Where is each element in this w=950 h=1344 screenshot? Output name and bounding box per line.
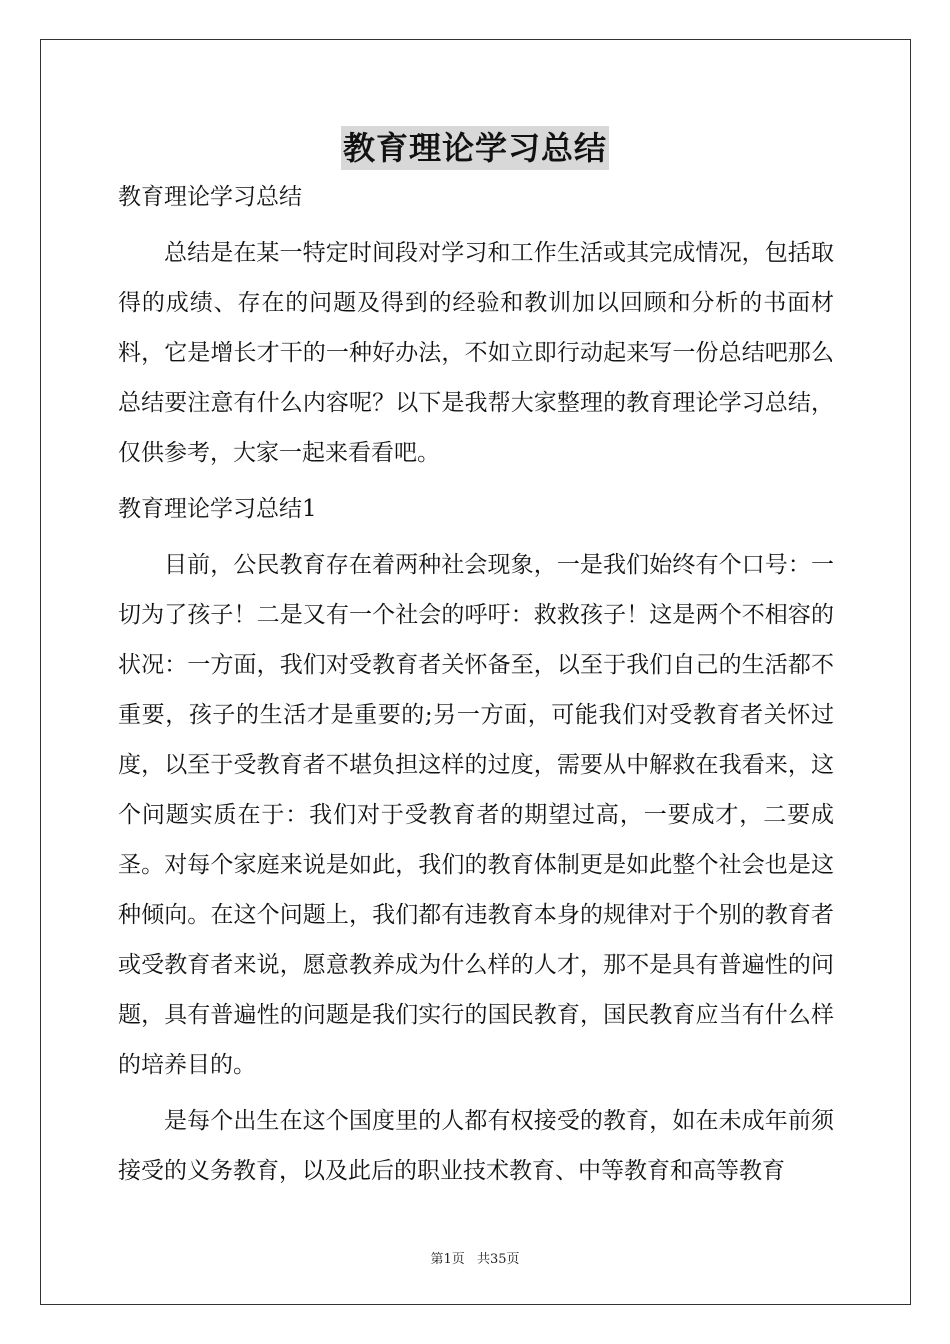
section-heading: 教育理论学习总结1 <box>118 496 317 522</box>
body-paragraph-2: 是每个出生在这个国度里的人都有权接受的教育，如在未成年前须接受的义务教育，以及此后的职业技术教育、中等教育和高等教育 <box>118 1108 834 1184</box>
document-body <box>118 172 834 1196</box>
page-number: 第1页 <box>430 1252 465 1267</box>
page-footer <box>0 1248 950 1267</box>
intro-paragraph: 总结是在某一特定时间段对学习和工作生活或其完成情况，包括取得的成绩、存在的问题及得到的经验和教训加以回顾和分析的书面材料，它是增长才干的一种好办法，不如立即行动起来写一份总结吧那么总结要注意有什么内容呢？以下是我帮大家整理的教育理论学习总结，仅供参考，大家一起来看看吧。 <box>118 240 834 466</box>
body-paragraph-1: 目前，公民教育存在着两种社会现象，一是我们始终有个口号：一切为了孩子！二是又有一个社会的呼吁：救救孩子！这是两个不相容的状况：一方面，我们对受教育者关怀备至，以至于我们自己的生活都不重要，孩子的生活才是重要的;另一方面，可能我们对受教育者关怀过度，以至于受教育者不堪负担这样的过度，需要从中解救在我看来，这个问题实质在于：我们对于受教育者的期望过高，一要成才，二要成圣。对每个家庭来说是如此，我们的教育体制更是如此整个社会也是这种倾向。在这个问题上，我们都有违教育本身的规律对于个别的教育者或受教育者来说，愿意教养成为什么样的人才，那不是具有普遍性的问题，具有普遍性的问题是我们实行的国民教育，国民教育应当有什么样的培养目的。 <box>118 552 834 1078</box>
document-title <box>0 126 950 170</box>
document-title-text: 教育理论学习总结 <box>341 126 609 170</box>
document-subtitle: 教育理论学习总结 <box>118 184 302 210</box>
page-total: 共35页 <box>476 1252 520 1267</box>
